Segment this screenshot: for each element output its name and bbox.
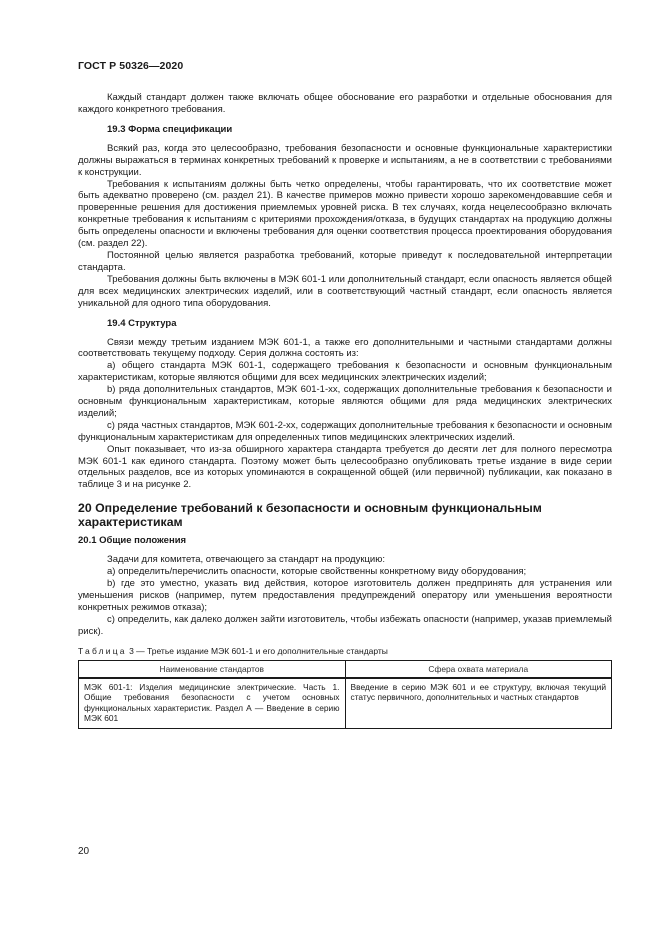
table-caption-word: Таблица [78, 645, 127, 656]
table-caption [78, 646, 612, 657]
table-3 [78, 660, 612, 729]
section-20-heading: 20 Определение требований к безопасности и основным функциональным характеристикам [78, 501, 542, 530]
table-caption-text: 3 — Третье издание МЭК 601-1 и его дополнительные стандарты [126, 645, 388, 656]
list-item: с) ряда частных стандартов, МЭК 601-2-xx, содержащих дополнительные требования к безопасности и основным функциональным характеристикам для определенных типов медицинских электрических изделий. [78, 419, 612, 443]
paragraph: Всякий раз, когда это целесообразно, требования безопасности и основные функциональные характеристики должны выражаться в терминах конкретных требований к проверке и испытаниям, а не в соответствии с требованиями к конструкции. [78, 142, 612, 178]
list-item: с) определить, как далеко должен зайти изготовитель, чтобы избежать опасности (например, указав приемлемый риск). [78, 613, 612, 637]
list-item: b) ряда дополнительных стандартов, МЭК 601-1-xx, содержащих дополнительные требования к безопасности и основным функциональным характеристикам, которые являются общими для ряда медицинских электрических изделий; [78, 384, 612, 419]
intro-paragraph: Каждый стандарт должен также включать общее обоснование его разработки и отдельные обоснования для каждого конкретного требования. [78, 92, 612, 115]
paragraph: Постоянной целью является разработка требований, которые приведут к последовательной интерпретации стандарта. [78, 249, 612, 273]
section-20-1-heading: 20.1 Общие положения [78, 535, 187, 547]
table-header-row [79, 660, 612, 678]
table-cell: Введение в серию МЭК 601 и ее структуру, включая текущий статус первичного, дополнительных и частных стандартов [345, 678, 612, 728]
document-header: ГОСТ Р 50326—2020 [78, 60, 184, 72]
column-header: Наименование стандартов [79, 660, 346, 678]
list-item: а) общего стандарта МЭК 601-1, содержащего требования к безопасности и основным функциональным характеристикам, которые являются общими для всех медицинских электрических изделий; [78, 360, 612, 384]
list-item: b) где это уместно, указать вид действия, которое изготовитель должен предпринять для устранения или уменьшения рисков (например, путем предоставления предупреждений оператору или уменьшения вероятности конкретных режимов отказа); [78, 578, 612, 613]
section-19-4-heading: 19.4 Структура [107, 317, 177, 329]
list-item: а) определить/перечислить опасности, которые свойственны конкретному виду оборудования; [107, 566, 527, 578]
table-row [79, 678, 612, 728]
column-header: Сфера охвата материала [345, 660, 612, 678]
page-content [78, 92, 612, 729]
page-number: 20 [78, 846, 90, 857]
table-cell: МЭК 601-1: Изделия медицинские электрические. Часть 1. Общие требования безопасности с учетом основных функциональных характеристик. Раздел А — Введение в серию МЭК 601 [79, 678, 346, 728]
paragraph: Задачи для комитета, отвечающего за стандарт на продукцию: [107, 554, 386, 566]
paragraph: Опыт показывает, что из-за обширного характера стандарта требуется до десяти лет для полного пересмотра МЭК 601-1 как единого стандарта. Поэтому может быть целесообразно опубликовать третье издание в виде серии отдельных разделов, все из которых упоминаются в сокращенной общей (или первичной) публикации, как показано в таблице 3 и на рисунке 2. [78, 443, 612, 491]
paragraph: Требования к испытаниям должны быть четко определены, чтобы гарантировать, что их соответствие может быть адекватно проверено (см. раздел 21). В качестве примеров можно привести хорошо зарекомендовавшие себя и проверенные решения для достижения приемлемых уровней риска. В тех случаях, когда нецелесообразно включать конкретные требования к испытаниям с критериями прохождения/отказа, в будущих стандартах на продукцию должны быть определены опасности и включены требования для оценки соответствия процесса проектирования оборудования (см. раздел 22). [78, 178, 612, 250]
paragraph: Связи между третьим изданием МЭК 601-1, а также его дополнительными и частными стандартами должны соответствовать текущему подходу. Серия должна состоять из: [78, 336, 612, 360]
section-19-3-heading: 19.3 Форма спецификации [107, 123, 233, 135]
paragraph: Требования должны быть включены в МЭК 601-1 или дополнительный стандарт, если опасность является общей для всех медицинских электрических изделий, или в соответствующий частный стандарт, если опасность является уникальной для одного типа оборудования. [78, 273, 612, 309]
